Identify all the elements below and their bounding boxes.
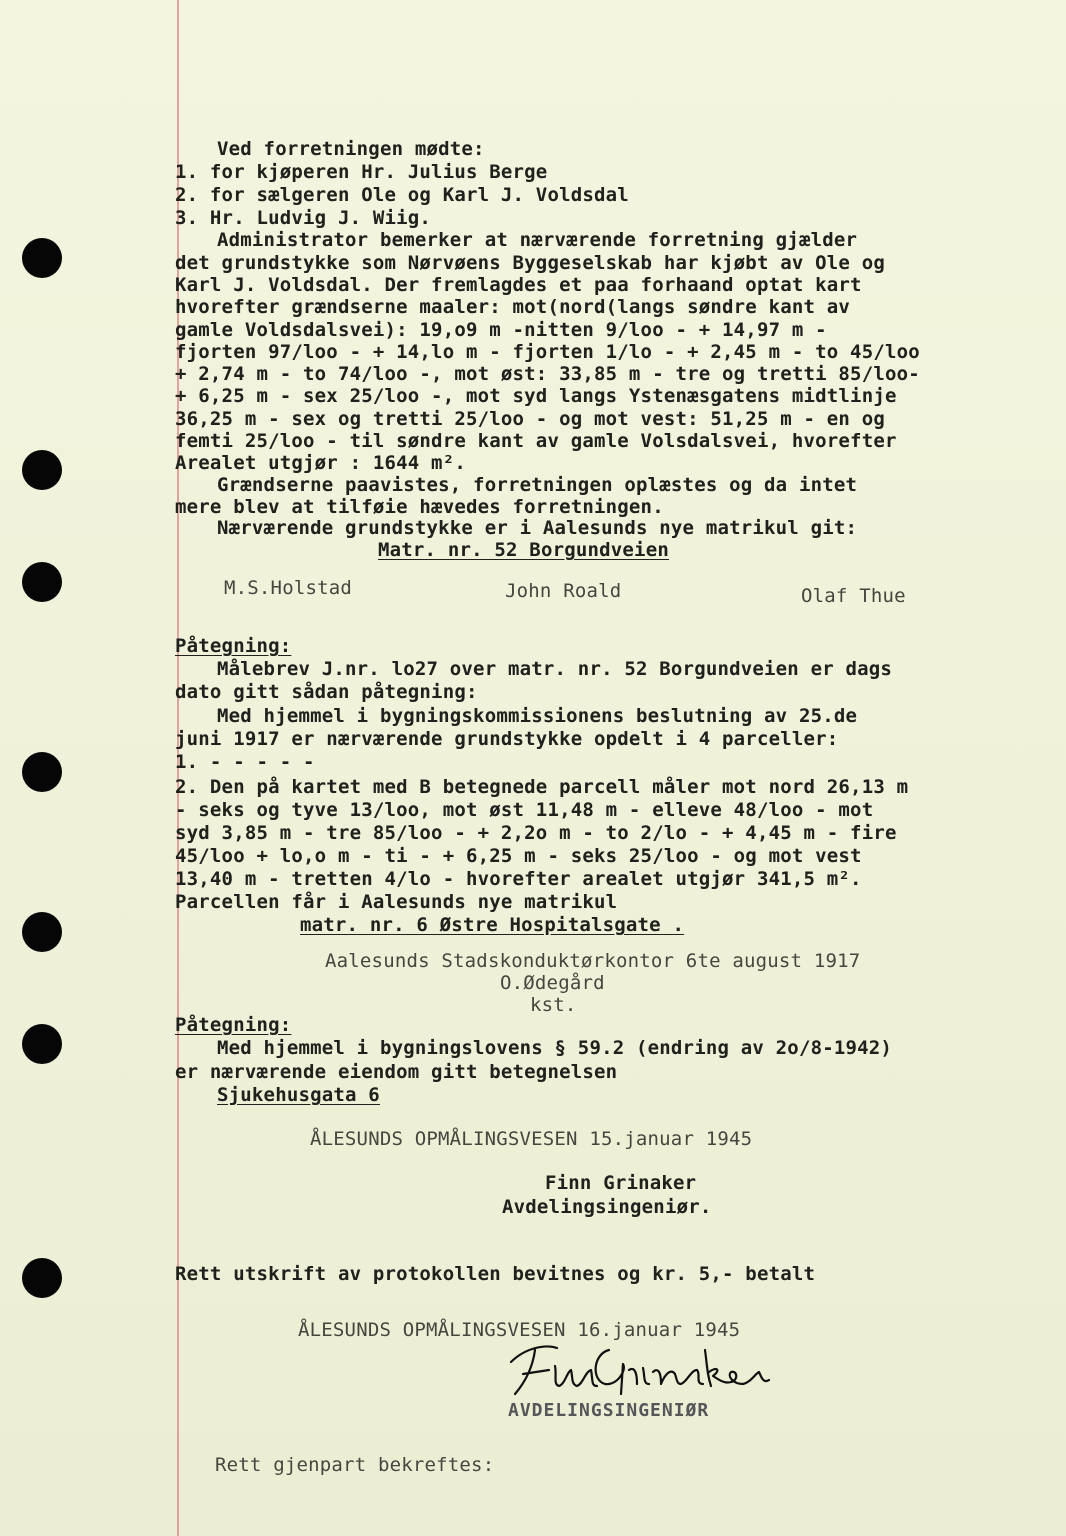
signatory-name: John Roald: [505, 580, 622, 602]
signatory-name: M.S.Holstad: [224, 577, 353, 599]
office-date-line: ÅLESUNDS OPMÅLINGSVESEN 15.januar 1945: [310, 1128, 753, 1150]
text-line: gamle Voldsdalsvei): 19,o9 m -nitten 9/loo - + 14,97 m -: [175, 319, 827, 341]
punch-hole: [22, 238, 62, 278]
text-line: + 2,74 m - to 74/loo -, mot øst: 33,85 m - tre og tretti 85/loo-: [175, 363, 920, 385]
punch-hole: [22, 1258, 62, 1298]
handwritten-signature: [505, 1340, 775, 1400]
text-line: 13,40 m - tretten 4/lo - hvorefter arealet utgjør 341,5 m².: [175, 868, 862, 890]
text-line: dato gitt sådan påtegning:: [175, 681, 478, 703]
text-line: 3. Hr. Ludvig J. Wiig.: [175, 207, 432, 229]
text-line: Med hjemmel i bygningslovens § 59.2 (endring av 2o/8-1942): [217, 1037, 893, 1059]
certification-line: Rett utskrift av protokollen bevitnes og kr. 5,- betalt: [175, 1263, 816, 1285]
street-name: Sjukehusgata 6: [217, 1084, 380, 1106]
signatory-title: Avdelingsingeniør.: [502, 1196, 712, 1218]
text-line: femti 25/loo - til søndre kant av gamle Volsdalsvei, hvorefter: [175, 430, 897, 452]
text-line: 1. for kjøperen Hr. Julius Berge: [175, 161, 548, 183]
text-line: juni 1917 er nærværende grundstykke opdelt i 4 parceller:: [175, 728, 839, 750]
text-line: 2. for sælgeren Ole og Karl J. Voldsdal: [175, 184, 629, 206]
text-line: 2. Den på kartet med B betegnede parcell måler mot nord 26,13 m: [175, 776, 909, 798]
text-line: 1. - - - - -: [175, 751, 315, 773]
text-line: Administrator bemerker at nærværende forretning gjælder: [217, 229, 858, 251]
office-date-line: ÅLESUNDS OPMÅLINGSVESEN 16.januar 1945: [298, 1319, 741, 1341]
punch-hole: [22, 1024, 62, 1064]
matrikkel-line: matr. nr. 6 Østre Hospitalsgate .: [300, 914, 685, 936]
text-line: hvorefter grændserne maaler: mot(nord(langs søndre kant av: [175, 296, 851, 318]
stamp: AVDELINGSINGENIØR: [508, 1400, 710, 1421]
text-line: Karl J. Voldsdal. Der fremlagdes et paa forhaand optat kart: [175, 274, 862, 296]
text-line: fjorten 97/loo - + 14,lo m - fjorten 1/lo - + 2,45 m - to 45/loo: [175, 341, 920, 363]
punch-hole: [22, 450, 62, 490]
text-line: er nærværende eiendom gitt betegnelsen: [175, 1061, 618, 1083]
text-line: Arealet utgjør : 1644 m².: [175, 452, 466, 474]
text-line: Ved forretningen mødte:: [217, 138, 485, 160]
text-line: 36,25 m - sex og tretti 25/loo - og mot vest: 51,25 m - en og: [175, 408, 885, 430]
section-heading: Påtegning:: [175, 1014, 292, 1036]
text-line: 45/loo + lo,o m - ti - + 6,25 m - seks 25/loo - og mot vest: [175, 845, 862, 867]
text-line: Grændserne paavistes, forretningen oplæstes og da intet: [217, 474, 858, 496]
text-line: + 6,25 m - sex 25/loo -, mot syd langs Ystenæsgatens midtlinje: [175, 385, 897, 407]
text-line: det grundstykke som Nørvøens Byggeselskab har kjøbt av Ole og: [175, 252, 885, 274]
punch-hole: [22, 562, 62, 602]
signatory-name: Finn Grinaker: [545, 1172, 697, 1194]
office-date-line: Aalesunds Stadskonduktørkontor 6te august 1917: [325, 950, 861, 972]
text-line: Med hjemmel i bygningskommissionens beslutning av 25.de: [217, 705, 858, 727]
signatory-title: kst.: [530, 994, 577, 1016]
text-line: Parcellen får i Aalesunds nye matrikul: [175, 891, 618, 913]
punch-hole: [22, 912, 62, 952]
matrikkel-line: Matr. nr. 52 Borgundveien: [378, 539, 669, 561]
text-line: - seks og tyve 13/loo, mot øst 11,48 m - elleve 48/loo - mot: [175, 799, 874, 821]
text-line: mere blev at tilføie hævedes forretningen.: [175, 496, 664, 518]
text-line: Nærværende grundstykke er i Aalesunds nye matrikul git:: [217, 517, 858, 539]
text-line: Målebrev J.nr. lo27 over matr. nr. 52 Borgundveien er dags: [217, 658, 893, 680]
text-line: syd 3,85 m - tre 85/loo - + 2,2o m - to 2/lo - + 4,45 m - fire: [175, 822, 897, 844]
punch-hole: [22, 752, 62, 792]
certification-line: Rett gjenpart bekreftes:: [215, 1454, 495, 1476]
section-heading: Påtegning:: [175, 635, 292, 657]
signatory-name: O.Ødegård: [500, 972, 605, 994]
signatory-name: Olaf Thue: [801, 585, 906, 607]
